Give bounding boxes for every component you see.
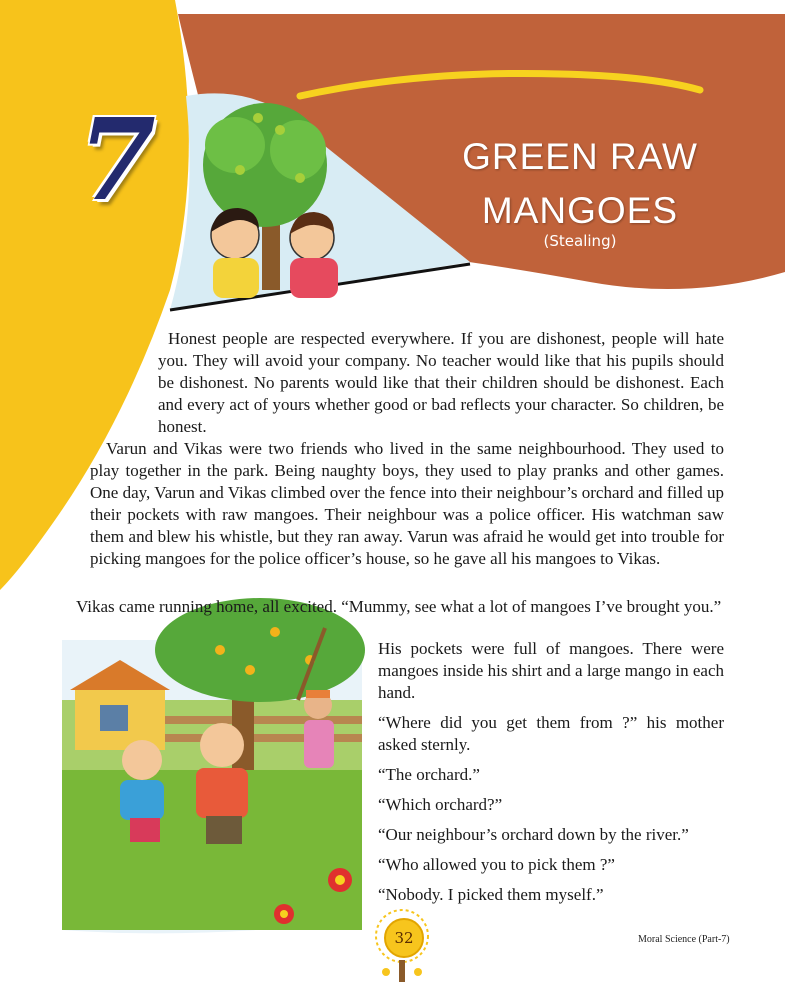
chapter-number: 7 xyxy=(78,95,156,226)
dialogue-line: His pockets were full of mangoes. There were mangoes inside his shirt and a large mango in each hand. xyxy=(378,639,724,702)
chapter-title: GREEN RAW MANGOES xyxy=(462,136,698,231)
dialogue-line: “Our neighbour’s orchard down by the river.” xyxy=(378,825,689,844)
dialogue-column xyxy=(378,638,724,914)
story-paragraph: Varun and Vikas were two friends who lived in the same neighbourhood. They used to play together in the park. Being naughty boys, they used to play pranks and other games. One day, Varun and Vikas climbed over the fence into their neighbour’s orchard and filled up their pockets with raw mangoes. Their neighbour was a police officer. His watchman saw them and blew his whistle, but they ran away. Varun was afraid he would get into trouble for picking mangoes for the police officer’s house, so he gave all his mangoes to Vikas. xyxy=(90,439,724,568)
boy-left-shirt xyxy=(213,258,259,298)
page-number: 32 xyxy=(384,918,424,958)
chapter-subtitle: (Stealing) xyxy=(543,232,617,250)
dialogue-line: “Where did you get them from ?” his mother asked sternly. xyxy=(378,713,724,754)
story-paragraph-3: Vikas came running home, all excited. “Mummy, see what a lot of mangoes I’ve brought you.” xyxy=(76,597,722,616)
boy-right-shirt xyxy=(290,258,338,298)
book-title: Moral Science (Part-7) xyxy=(638,934,730,945)
intro-paragraph: Honest people are respected everywhere. If you are dishonest, people will hate you. They will avoid your company. No teacher would like that his pupils should be dishonest. No parents would like that their children should be dishonest. Each and every act of yours whether good or bad reflects your character. So children, be honest. xyxy=(158,329,724,436)
dialogue-line: “Nobody. I picked them myself.” xyxy=(378,885,604,904)
dialogue-line: “Who allowed you to pick them ?” xyxy=(378,855,615,874)
orchard-illustration xyxy=(62,598,365,933)
dialogue-line: “Which orchard?” xyxy=(378,795,503,814)
dialogue-line: “The orchard.” xyxy=(378,765,480,784)
